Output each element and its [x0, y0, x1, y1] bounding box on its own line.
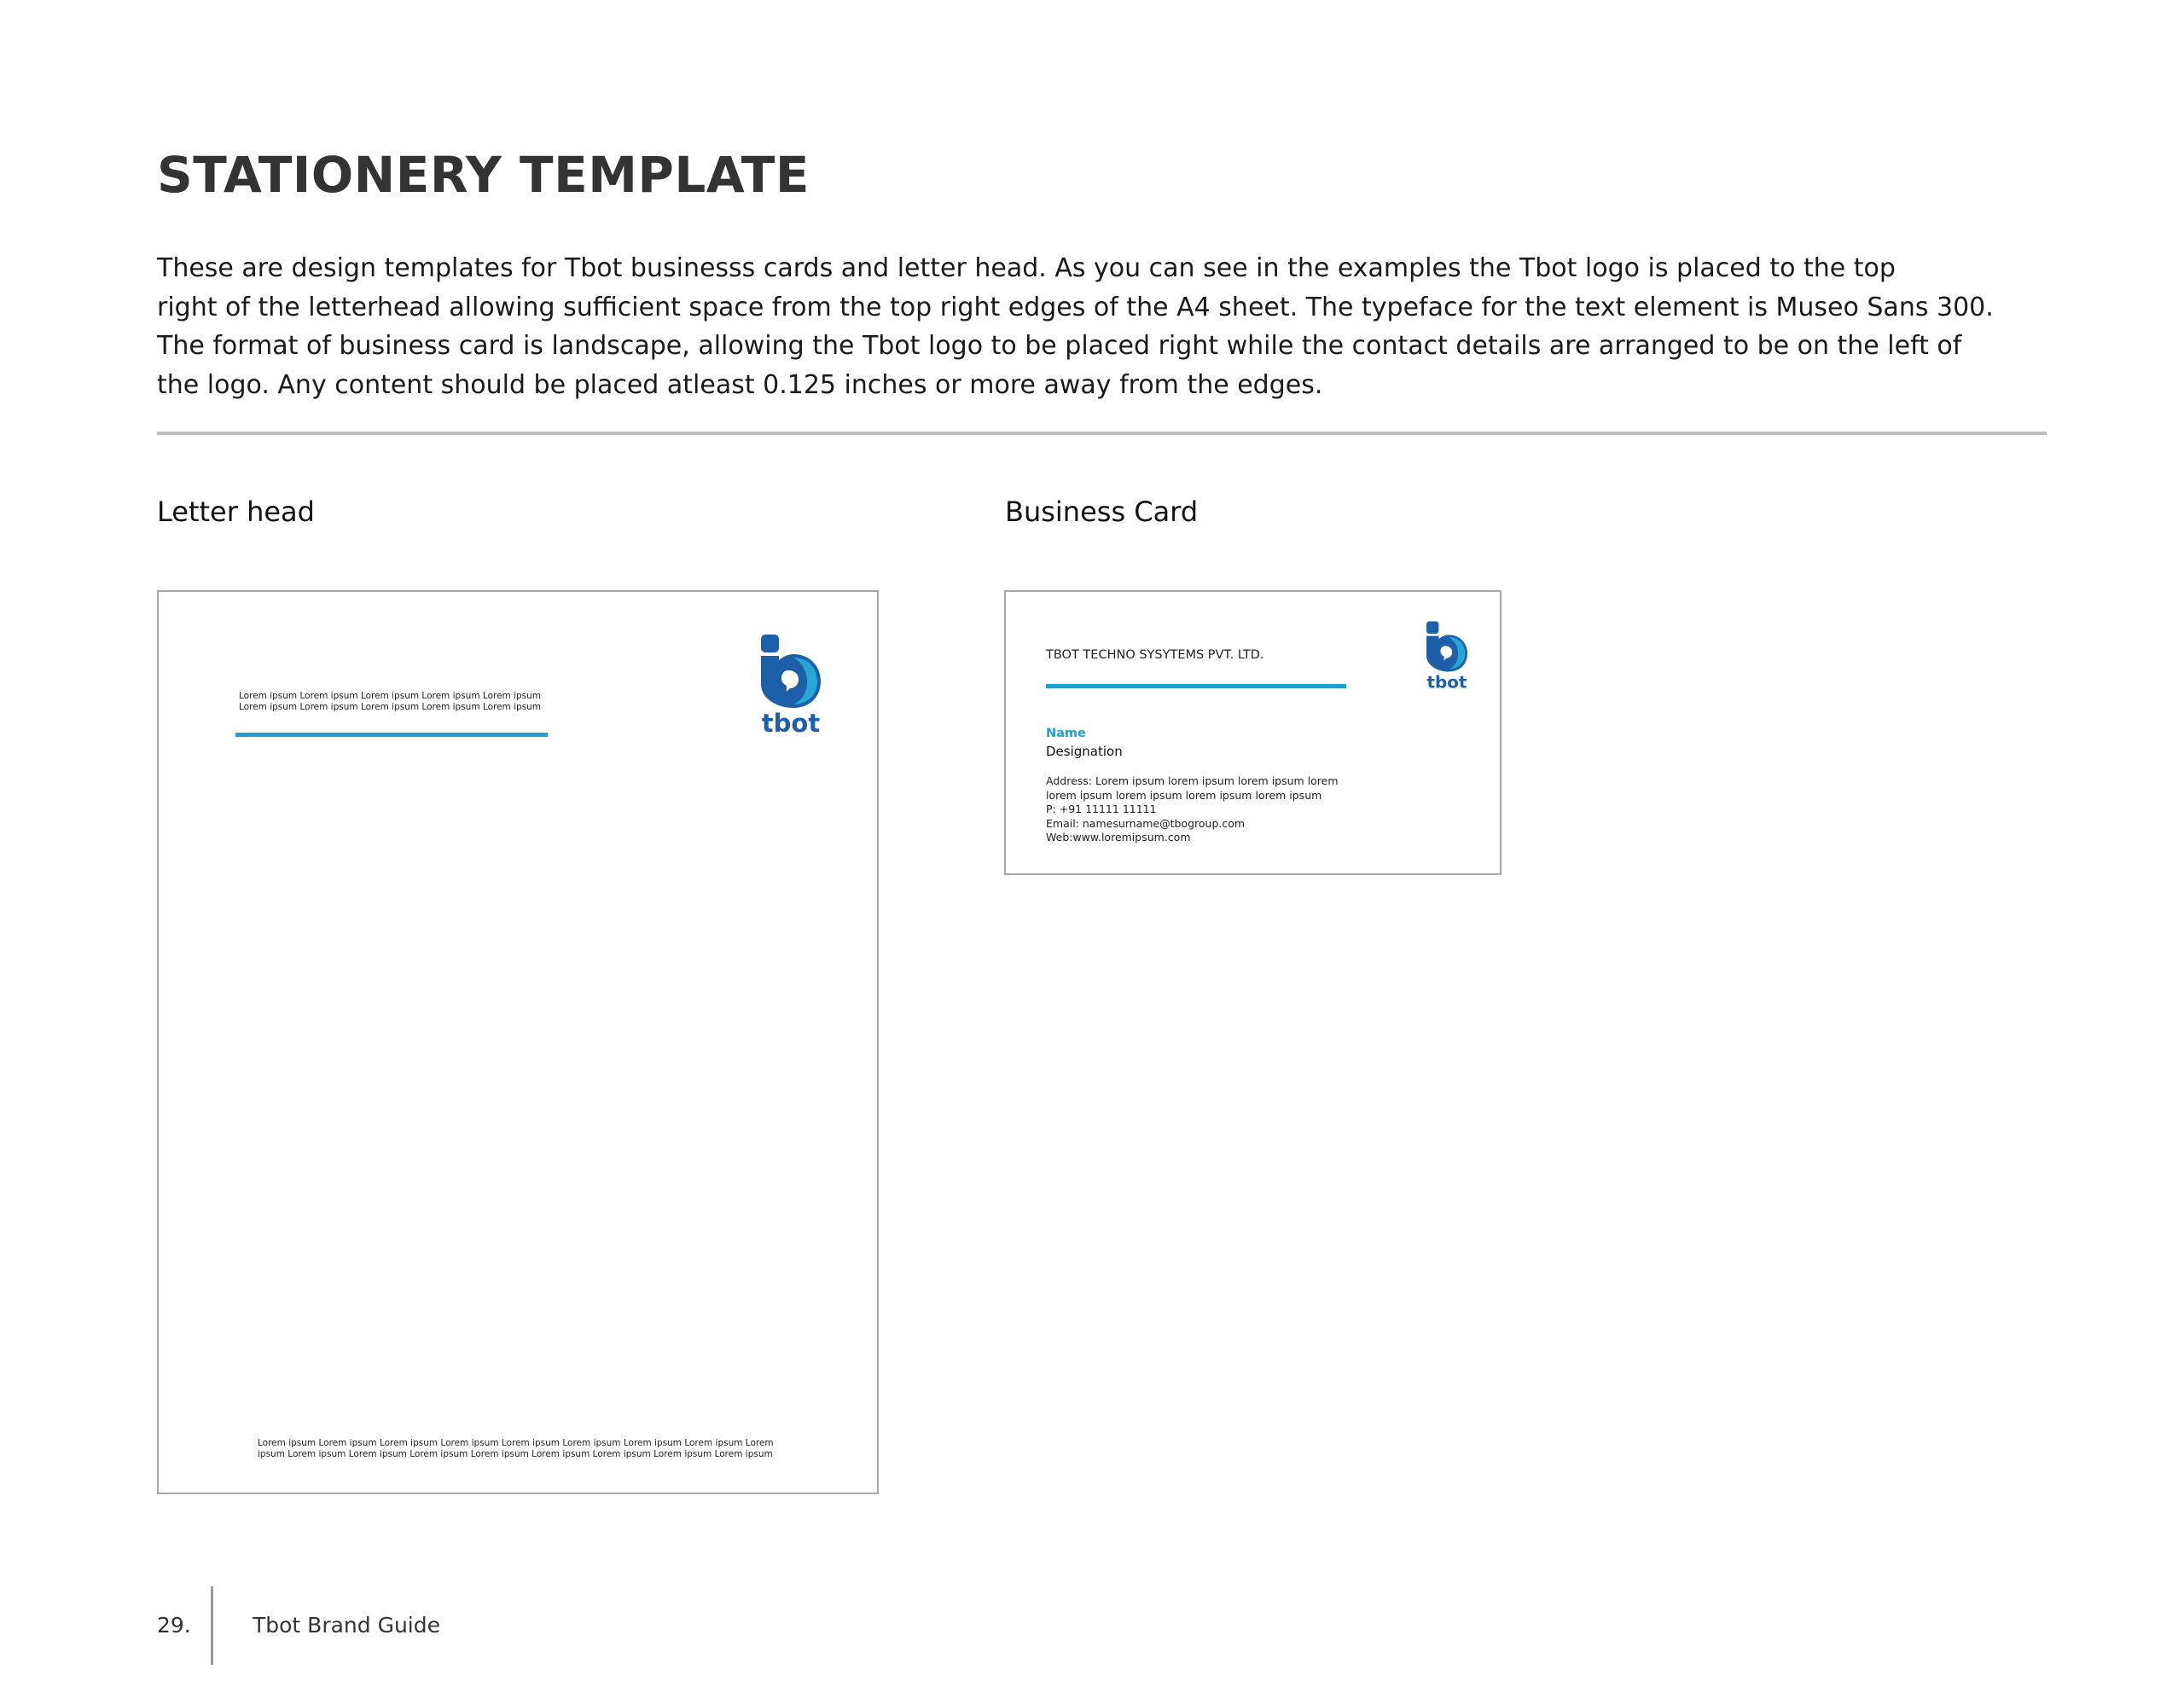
page-title: STATIONERY TEMPLATE	[157, 146, 810, 204]
letterhead-header-line: Lorem ipsum Lorem ipsum Lorem ipsum Lorem ipsum Lorem ipsum	[239, 702, 542, 712]
footer-separator	[211, 1586, 213, 1665]
intro-line: The format of business card is landscape, allowing the Tbot logo to be placed right while the contact details are arranged to be on the left of	[157, 331, 1962, 361]
footer-brand-name: Tbot Brand Guide	[253, 1613, 441, 1638]
letterhead-footer-line: Lorem ipsum Lorem ipsum Lorem ipsum Lorem ipsum Lorem ipsum Lorem ipsum Lorem ipsum Lorem ipsum Lorem	[258, 1438, 774, 1448]
page-number: 29.	[157, 1613, 191, 1638]
section-divider	[157, 432, 2047, 435]
tbot-logo-wordmark: tbot	[761, 709, 821, 735]
tbot-logo-icon	[1426, 621, 1467, 691]
business-card-company: TBOT TECHNO SYSYTEMS PVT. LTD.	[1046, 648, 1264, 662]
letterhead-footer-line: ipsum Lorem ipsum Lorem ipsum Lorem ipsum Lorem ipsum Lorem ipsum Lorem ipsum Lorem ipsum Lorem ipsum	[258, 1449, 773, 1459]
letterhead-footer-text	[258, 1438, 804, 1460]
tbot-logo-icon	[761, 635, 821, 735]
business-card-name: Name	[1046, 727, 1086, 740]
business-card-detail-line: lorem ipsum lorem ipsum lorem ipsum lorem ipsum	[1046, 788, 1322, 802]
letterhead-label: Letter head	[157, 496, 315, 528]
business-card-detail-line: Web:www.loremipsum.com	[1046, 831, 1191, 844]
intro-line: the logo. Any content should be placed atleast 0.125 inches or more away from the edges.	[157, 369, 1323, 400]
business-card-accent-rule	[1046, 684, 1346, 688]
letterhead-header-text	[239, 691, 631, 713]
business-card-detail-line: P: +91 11111 11111	[1046, 803, 1157, 815]
business-card-template	[1004, 590, 1502, 875]
business-card-contact-details	[1046, 774, 1339, 845]
letterhead-header-line: Lorem ipsum Lorem ipsum Lorem ipsum Lorem ipsum Lorem ipsum	[239, 691, 542, 701]
letterhead-template	[157, 590, 879, 1494]
business-card-label: Business Card	[1005, 496, 1199, 528]
letterhead-accent-rule	[235, 733, 548, 737]
business-card-designation: Designation	[1046, 744, 1123, 759]
intro-paragraph	[157, 249, 2077, 404]
intro-line: These are design templates for Tbot businesss cards and letter head. As you can see in the examples the Tbot logo is placed to the top	[157, 253, 1896, 283]
tbot-logo-wordmark: tbot	[1426, 672, 1467, 691]
intro-line: right of the letterhead allowing sufficient space from the top right edges of the A4 sheet. The typeface for the text element is Museo Sans 300.	[157, 292, 1994, 322]
business-card-detail-line: Address: Lorem ipsum lorem ipsum lorem ipsum lorem	[1046, 774, 1339, 787]
business-card-detail-line: Email: namesurname@tbogroup.com	[1046, 816, 1246, 830]
